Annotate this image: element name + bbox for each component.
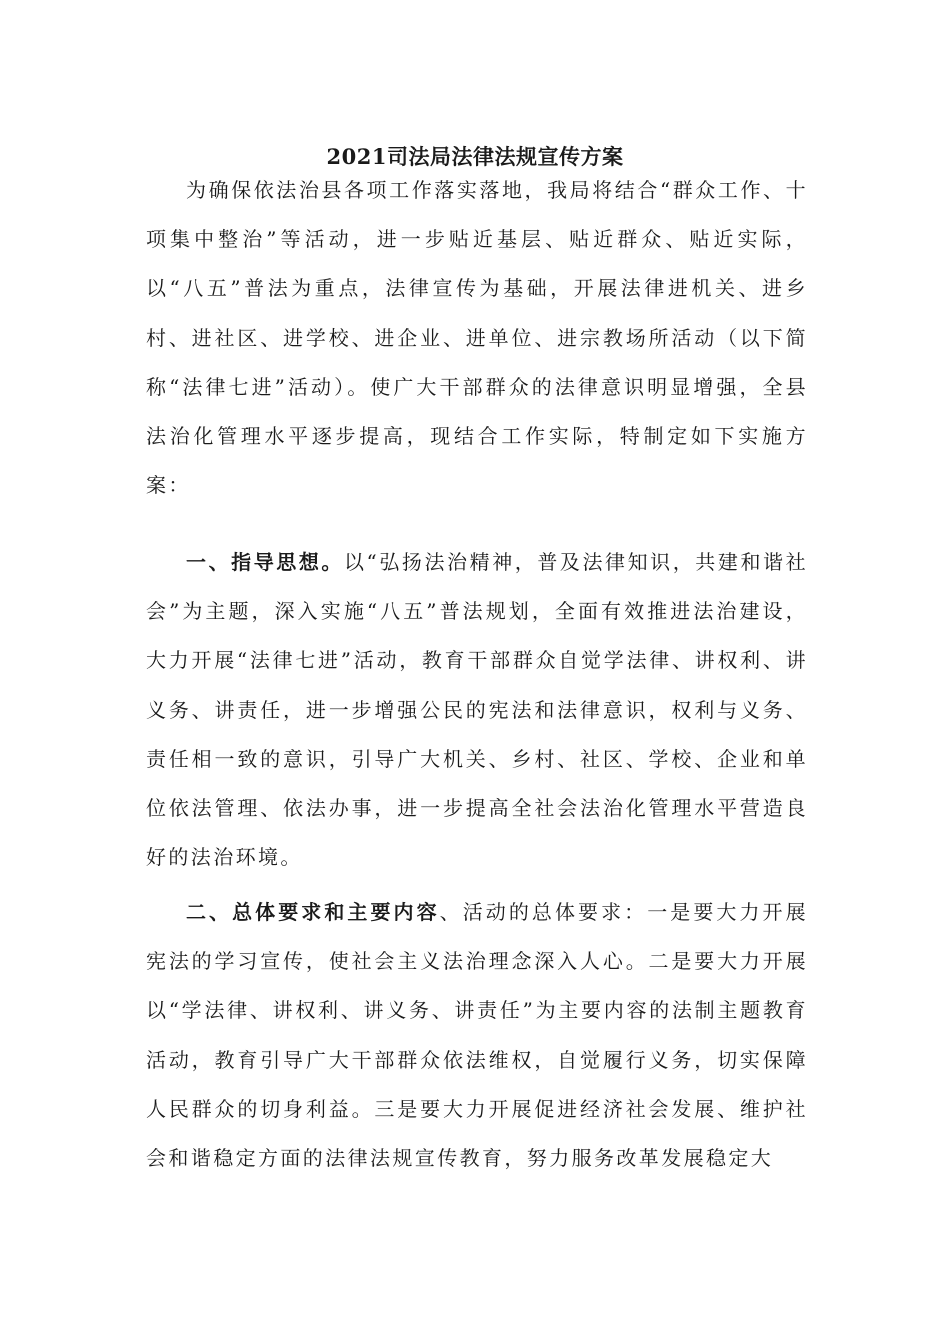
paragraph-text: 以“弘扬法治精神，普及法律知识，共建和谐社会”为主题，深入实施“八五”普法规划，全面有效推进法治建设，大力开展“法律七进”活动，教育干部群众自觉学法律、讲权利、讲义务、讲责任，进一步增强公民的宪法和法律意识，权利与义务、责任相一致的意识，引导广大机关、乡村、社区、学校、企业和单位依法管理、依法办事，进一步提高全社会法治化管理水平营造良好的法治环境。 [146,550,808,870]
paragraph-text: 为确保依法治县各项工作落实落地，我局将结合“群众工作、十项集中整治”等活动，进一步贴近基层、贴近群众、贴近实际，以“八五”普法为重点，法律宣传为基础，开展法律进机关、进乡村、进社区、进学校、进企业、进单位、进宗教场所活动（以下简称“法律七进”活动）。使广大干部群众的法律意识明显增强，全县法治化管理水平逐步提高，现结合工作实际，特制定如下实施方案： [146,178,808,498]
paragraph-text: 、活动的总体要求：一是要大力开展宪法的学习宣传，使社会主义法治理念深入人心。二是要大力开展以“学法律、讲权利、讲义务、讲责任”为主要内容的法制主题教育活动，教育引导广大干部群众依法维权，自觉履行义务，切实保障人民群众的切身利益。三是要大力开展促进经济社会发展、维护社会和谐稳定方面的法律法规宣传教育，努力服务改革发展稳定大 [146,900,808,1171]
paragraph-guiding-thought [146,538,808,882]
section-heading: 二、总体要求和主要内容 [186,900,440,924]
document-title: 2021司法局法律法规宣传方案 [326,144,624,169]
paragraph-requirements [146,888,808,1183]
section-heading: 一、指导思想。 [186,550,344,574]
paragraph-intro [146,166,808,510]
